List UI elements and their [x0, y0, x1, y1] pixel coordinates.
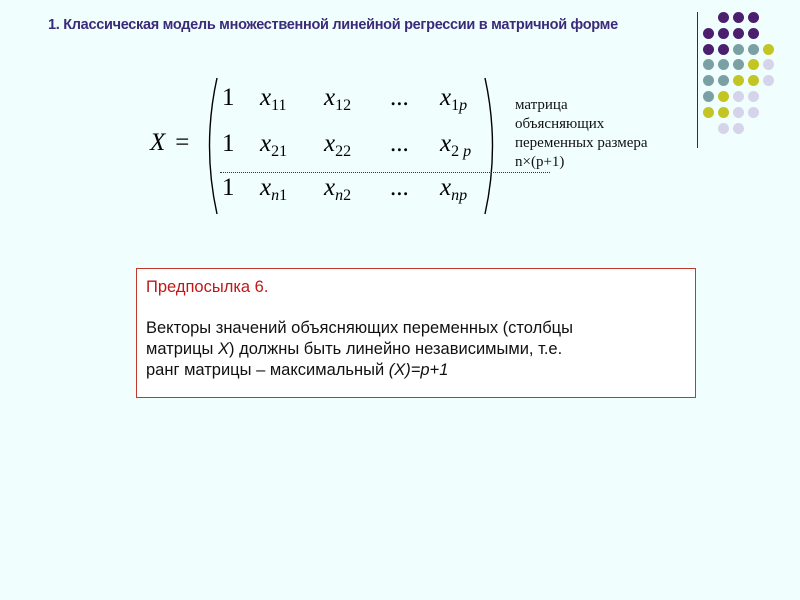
matrix-cell: 1	[222, 130, 235, 157]
matrix-cell: 1	[222, 84, 235, 111]
decorative-dot	[748, 59, 759, 70]
matrix-cell: $x_{2 p}$	[440, 130, 472, 160]
matrix-cell: ...	[390, 84, 409, 111]
slide-title: 1. Классическая модель множественной линейной регрессии в матричной форме	[48, 17, 618, 33]
decorative-dot	[763, 75, 774, 86]
decorative-dot	[703, 75, 714, 86]
decorative-dot	[748, 44, 759, 55]
equation-lhs	[150, 129, 189, 157]
decorative-dot	[718, 107, 729, 118]
decorative-dot	[733, 123, 744, 134]
matrix-cell: 1	[222, 174, 235, 201]
vertical-divider	[697, 12, 698, 148]
decorative-dot	[718, 91, 729, 102]
premise-heading: Предпосылка 6.	[146, 278, 269, 296]
premise-line-1: Векторы значений объясняющих переменных (столбцы	[146, 319, 573, 337]
caption-line: объясняющих	[515, 116, 605, 132]
decorative-dot	[718, 123, 729, 134]
decorative-dot	[718, 59, 729, 70]
decorative-dot	[733, 28, 744, 39]
decorative-dot	[718, 44, 729, 55]
decorative-dot	[703, 44, 714, 55]
matrix-cell: $x_{12}$	[324, 84, 352, 114]
decorative-dot	[703, 28, 714, 39]
decorative-dot	[718, 12, 729, 23]
decorative-dot	[748, 12, 759, 23]
decorative-dot	[718, 75, 729, 86]
decorative-dot	[733, 12, 744, 23]
matrix-cell: $x_{n1}$	[260, 174, 288, 204]
caption-line: матрица	[515, 97, 568, 113]
premise-text: матрицы	[146, 340, 219, 358]
matrix-cell: $x_{22}$	[324, 130, 352, 160]
caption-line: n×(p+1)	[515, 154, 565, 170]
decorative-dot	[733, 44, 744, 55]
matrix-cell: $x_{1p}$	[440, 84, 468, 114]
dotted-separator	[220, 172, 550, 173]
decorative-dot	[733, 91, 744, 102]
decorative-dot	[748, 91, 759, 102]
matrix-cell: $x_{np}$	[440, 174, 468, 204]
decorative-dot	[748, 107, 759, 118]
matrix-symbol: X	[150, 129, 166, 156]
premise-body	[146, 318, 686, 381]
decorative-dot	[748, 28, 759, 39]
matrix-cell: ...	[390, 130, 409, 157]
decorative-dot	[703, 59, 714, 70]
matrix-caption	[515, 96, 648, 172]
decorative-dot	[763, 59, 774, 70]
premise-box	[136, 268, 696, 398]
premise-text: ) должны быть линейно независимыми, т.е.	[229, 340, 563, 358]
premise-text: ранг матрицы – максимальный	[146, 361, 389, 379]
left-paren	[200, 76, 220, 216]
caption-line: переменных размера	[515, 135, 648, 151]
decorative-dot	[703, 107, 714, 118]
matrix-cell: $x_{11}$	[260, 84, 287, 114]
equals-sign: =	[175, 129, 190, 156]
premise-rank-formula: (X)=p+1	[388, 361, 449, 379]
matrix-cell: ...	[390, 174, 409, 201]
premise-matrix-symbol: X	[218, 340, 230, 358]
decorative-dot	[748, 75, 759, 86]
decorative-dot	[718, 28, 729, 39]
matrix-equation	[150, 76, 510, 216]
decorative-dot	[733, 107, 744, 118]
decorative-dot	[733, 75, 744, 86]
decorative-dot	[733, 59, 744, 70]
matrix-cell: $x_{21}$	[260, 130, 288, 160]
right-paren	[482, 76, 502, 216]
decorative-dot	[703, 91, 714, 102]
matrix-cell: $x_{n2}$	[324, 174, 352, 204]
decorative-dot	[763, 44, 774, 55]
